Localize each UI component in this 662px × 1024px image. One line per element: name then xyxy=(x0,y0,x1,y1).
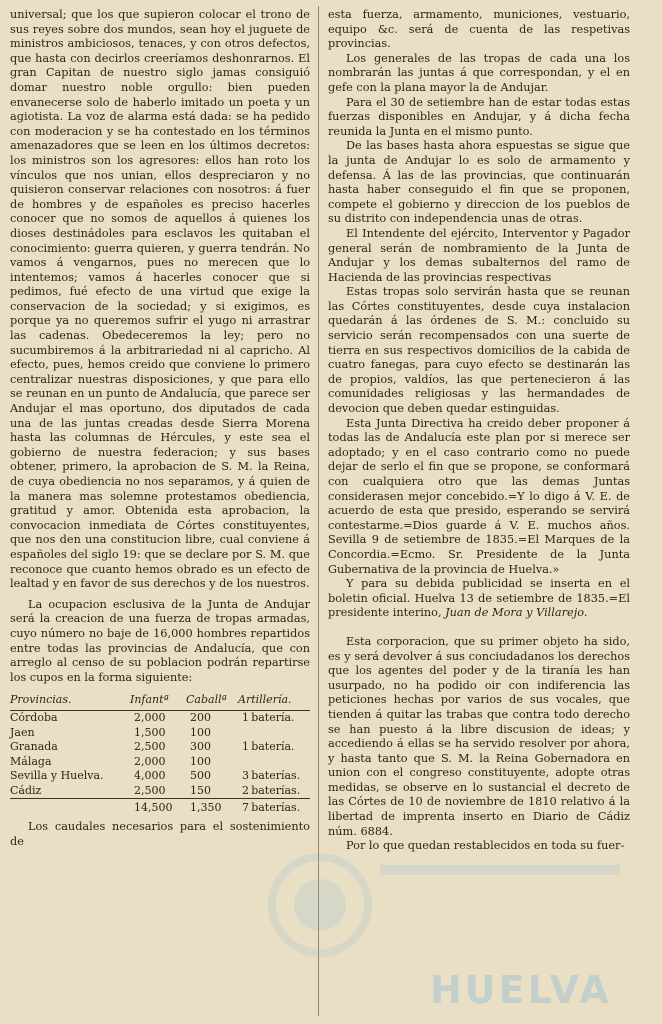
provinces-table xyxy=(10,693,310,816)
right-paragraph-3: Para el 30 de setiembre han de estar todas estas fuerzas disponibles en Andujar, y á dicha fecha reunida la Junta en el mismo punto. xyxy=(328,95,630,138)
cell-artillery-count xyxy=(238,755,251,770)
signature-name: Juan de Mora y Villarejo. xyxy=(445,606,588,620)
cell-province: Jaen xyxy=(10,725,35,739)
cell-province: Cádiz xyxy=(10,783,42,797)
right-paragraph-8 xyxy=(328,577,630,621)
cell-artillery-count: 2 xyxy=(242,783,249,797)
cell-infantry: 4,000 xyxy=(134,769,166,783)
total-cavalry: 1,350 xyxy=(186,799,238,816)
right-paragraph-2: Los generales de las tropas de cada una los nombrarán las juntas á que correspondan, y el en gefe con la plana mayor la de Andujar. xyxy=(328,51,630,94)
cell-artillery-count: 3 xyxy=(242,769,249,783)
cell-infantry: 2,000 xyxy=(134,710,166,724)
cell-artillery-unit xyxy=(251,726,310,741)
cell-cavalry: 100 xyxy=(190,725,211,739)
cell-cavalry: 150 xyxy=(190,783,211,797)
cell-province: Granada xyxy=(10,740,58,754)
cell-cavalry: 100 xyxy=(190,754,211,768)
cell-infantry: 2,500 xyxy=(134,783,166,797)
publication-note: Y para su debida publicidad se inserta en el boletin oficial. Huelva 13 de setiembre de 1835.=El presidente interino, xyxy=(328,577,630,620)
total-infantry: 14,500 xyxy=(130,799,186,816)
cell-infantry: 2,500 xyxy=(134,740,166,754)
right-paragraph-9: Esta corporacion, que su primer objeto ha sido, es y será devolver á sus conciudadanos los derechos que los agentes del poder y de la tiranía les han usurpado, no ha podido oir con indiferencia las peticiones hechas por varios de sus vocales, que tienden á quitar las trabas que contra todo derecho se han puesto á la libre discusion de ideas; y accediendo á ellas se ha servido resolver por ahora, y hasta tanto que S. M. la Reina Gobernadora en union con el congreso constituyente, adopte otras medidas, se observe en lo sustancial el decreto de las Córtes de 10 de noviembre de 1810 relativo á la libertad de imprenta inserto en Diario de Cádiz núm. 6884. xyxy=(328,634,630,838)
table-row xyxy=(10,740,310,755)
cell-artillery-count xyxy=(238,726,251,741)
cell-artillery-unit: batería. xyxy=(251,710,295,724)
left-paragraph-3: Los caudales necesarios para el sostenimiento de xyxy=(10,820,310,848)
cell-artillery-unit xyxy=(251,755,310,770)
cell-artillery-count: 1 xyxy=(242,740,249,754)
table-header-row xyxy=(10,693,310,710)
cell-infantry: 1,500 xyxy=(134,725,166,739)
left-column xyxy=(10,8,310,849)
total-label xyxy=(10,799,130,816)
table-row xyxy=(10,710,310,725)
right-paragraph-10: Por lo que quedan restablecidos en toda su fuer- xyxy=(346,839,625,853)
cell-province: Córdoba xyxy=(10,710,58,724)
cell-artillery-unit: baterías. xyxy=(251,769,301,783)
right-paragraph-6: Estas tropas solo servirán hasta que se reunan las Córtes constituyentes, desde cuya instalacion quedarán á las órdenes de S. M.: concluido su servicio serán recompensados con una suerte de tierra en sus respectivos domicilios de la cabida de cuatro fanegas, para cuyo efecto se destinarán las de propios, valdíos, las que pertenecieron á las comunidades religiosas y las hermandades de devocion que deben quedar estinguidas. xyxy=(328,285,630,416)
left-paragraph-2: La ocupacion esclusiva de la Junta de Andujar será la creacion de una fuerza de tropas armadas, cuyo número no baje de 16,000 hombres repartidos entre todas las provincias de Andalucía, que con arreglo al censo de su poblacion podrán repartirse los cupos en la forma siguiente: xyxy=(10,597,310,684)
cell-cavalry: 500 xyxy=(190,769,211,783)
table-row xyxy=(10,755,310,770)
cell-infantry: 2,000 xyxy=(134,754,166,768)
right-paragraph-5: El Intendente del ejército, Interventor y Pagador general serán de nombramiento de la Junta de Andujar y los demas subalternos del ramo de Hacienda de las provincias respectivas xyxy=(328,226,630,284)
right-paragraph-7: Esta Junta Directiva ha creido deber proponer á todas las de Andalucía este plan por si merece ser adoptado; y en el caso contrario como no puede dejar de serlo el fin que se propone, se conformará con cualquiera otro que las demas Juntas considerasen mejor concebido.=Y lo digo á V. E. de acuerdo de esta que presido, esperando se servirá contestarme.=Dios guarde á V. E. muchos años. Sevilla 9 de setiembre de 1835.=El Marques de la Concordia.=Ecmo. Sr. Presidente de la Junta Gubernativa de la provincia de Huelva.» xyxy=(328,416,630,576)
cell-cavalry: 200 xyxy=(190,710,211,724)
column-divider xyxy=(318,6,319,1016)
right-paragraph-1: esta fuerza, armamento, municiones, vestuario, equipo &c. será de cuenta de las respetivas provincias. xyxy=(328,8,630,51)
cell-province: Málaga xyxy=(10,754,52,768)
section-gap xyxy=(328,621,630,635)
total-artillery-unit: baterías. xyxy=(251,799,310,816)
table-row xyxy=(10,726,310,741)
cell-artillery-unit: batería. xyxy=(251,740,295,754)
table-row xyxy=(10,784,310,799)
col-header-cavalry: Caballª xyxy=(186,693,238,710)
total-artillery-count: 7 xyxy=(238,799,251,816)
cell-province: Sevilla y Huelva. xyxy=(10,769,104,783)
col-header-artillery: Artillería. xyxy=(238,693,310,710)
cell-cavalry: 300 xyxy=(190,740,211,754)
cell-artillery-count: 1 xyxy=(242,710,249,724)
left-paragraph-1: universal; que los que supieron colocar el trono de sus reyes sobre dos mundos, sean hoy el juguete de ministros ambiciosos, tenaces, y con otros defectos, que hasta con decirlos creeríamos deshonrarnos. El gran Capitan de nuestro siglo jamas consiguió domar nuestro noble orgullo: bien pueden envanecerse solo de haberlo imitado un poeta y un agiotista. La voz de alarma está dada: se ha pedido con moderacion y se ha contestado en los términos amenazadores que se leen en los últimos decretos: los ministros son los agresores: ellos han roto los vínculos que nos unian, ellos despreciaron y no quisieron conservar relaciones con nosotros: á fuer de hombres y de españoles es preciso hacerles conocer que no somos de aquellos á quienes los dioses destinádoles para esclavos les quitaban el conocimiento: guerra quieren, y guerra tendrán. No vamos á vengarnos, pues no merecen que lo intentemos; vamos á hacerles conocer que si pedimos, fué efecto de una virtud que exige la conservacion de la sociedad; y si exigimos, es porque ya no queremos sufrir el yugo ni arrastrar las cadenas. Obedeceremos la ley; pero no sucumbiremos á la arbitrariedad ni al capricho. Al efecto, pues, hemos creido que conviene lo primero centralizar nuestras disposiciones, y que para ello se reunan en un punto de Andalucía, que parece ser Andujar el mas oportuno, dos diputados de cada una de las juntas creadas desde Sierra Morena hasta las columnas de Hércules, y este sea el gobierno de nuestra federacion; y sus bases obtener, primero, la aprobacion de S. M. la Reina, de cuya obediencia no nos separamos, y á quien de la manera mas solemne protestamos obediencia, gratitud y amor. Obtenida esta aprobacion, la convocacion inmediata de Córtes constituyentes, que nos den una constitucion libre, cual conviene á españoles del siglo 19: que se declare por S. M. que reconoce que cuanto hemos obrado es un efecto de lealtad y en favor de sus derechos y de los nuestros. xyxy=(10,8,310,591)
table-row xyxy=(10,769,310,784)
cell-artillery-unit: baterías. xyxy=(251,783,301,797)
col-header-provinces: Provincias. xyxy=(10,693,130,710)
table-total-row xyxy=(10,799,310,816)
col-header-infantry: Infantª xyxy=(130,693,186,710)
right-column xyxy=(328,8,630,854)
right-paragraph-4: De las bases hasta ahora espuestas se sigue que la junta de Andujar lo es solo de armamento y defensa. Á las de las provincias, que continuarán hasta haber conseguido el fin que se proponen, compete el gobierno y direccion de los pueblos de su distrito con independencia unas de otras. xyxy=(328,139,630,226)
watermark-text: HUELVA xyxy=(430,968,612,1012)
